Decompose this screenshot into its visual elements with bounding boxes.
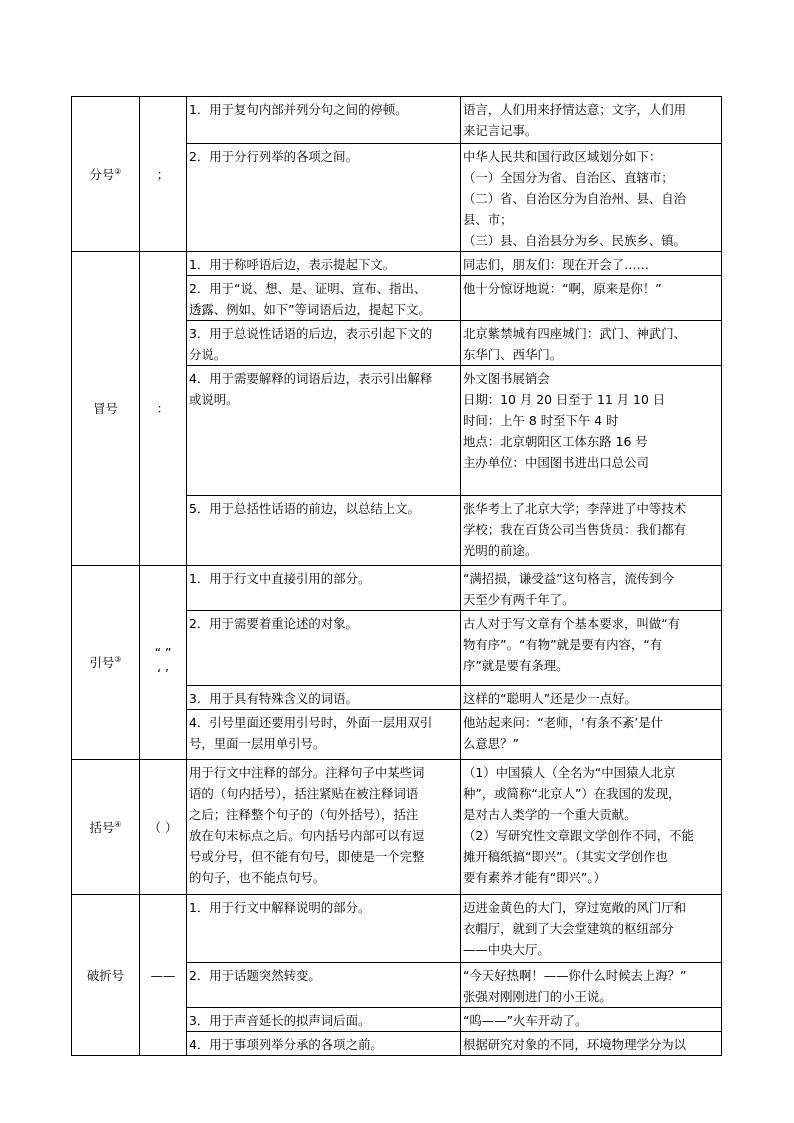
usage-text: 2．用于分行列举的各项之间。 [189, 149, 358, 164]
usage-text: 2．用于“说、想、是、证明、宣布、指出、 [189, 281, 427, 296]
punctuation-symbol: ： [156, 401, 170, 416]
footnote-marker: ② [114, 166, 122, 176]
usage-cell [187, 686, 461, 710]
usage-text: 3．用于具有特殊含义的词语。 [189, 691, 358, 706]
usage-text: 1．用于称呼语后边，表示提起下文。 [189, 257, 396, 272]
example-text: “今天好热啊！——你什么时候去上海？” [463, 968, 687, 983]
punctuation-name-cell [72, 252, 140, 566]
example-text: 东华门、西华门。 [463, 347, 563, 362]
usage-cell [187, 144, 461, 252]
usage-text: 4．用于需要解释的词语后边，表示引出解释 [189, 371, 433, 386]
example-cell [461, 1032, 722, 1056]
usage-text: 号，里面一层用单引号。 [189, 736, 326, 751]
example-text: 北京紫禁城有四座城门：武门、神武门、 [463, 326, 687, 341]
example-text: （三）县、自治县分为乡、民族乡、镇。 [463, 233, 687, 248]
example-text: 来记言记事。 [463, 123, 538, 138]
example-text: 种”，或简称“北京人”）在我国的发现， [463, 786, 681, 801]
usage-cell [187, 611, 461, 686]
example-text: 是对古人类学的一个重大贡献。 [463, 807, 637, 822]
example-text: 这样的“聪明人”还是少一点好。 [463, 691, 637, 706]
example-cell [461, 496, 722, 566]
usage-text: 3．用于总说性话语的后边，表示引起下文的 [189, 326, 433, 341]
example-text: 县、市； [463, 212, 513, 227]
usage-cell [187, 760, 461, 895]
usage-text: 1．用于复句内部并列分句之间的停顿。 [189, 102, 408, 117]
usage-cell [187, 496, 461, 566]
punctuation-name: 冒号 [93, 401, 118, 416]
punctuation-symbol-cell [140, 760, 187, 895]
example-text: 学校；我在百货公司当售货员：我们都有 [463, 522, 687, 537]
table-row [72, 566, 722, 611]
punctuation-table [71, 96, 722, 1056]
example-text: 语言，人们用来抒情达意；文字，人们用 [463, 102, 687, 117]
punctuation-symbol: “ ” [154, 644, 172, 660]
punctuation-name-cell [72, 97, 140, 252]
usage-cell [187, 1032, 461, 1056]
example-text: 张华考上了北京大学；李萍进了中等技术 [463, 501, 687, 516]
example-text: “满招损，谦受益”这句格言，流传到今 [463, 571, 675, 586]
usage-text: 2．用于话题突然转变。 [189, 968, 321, 983]
table-row [72, 760, 722, 895]
example-cell [461, 611, 722, 686]
example-cell [461, 97, 722, 144]
example-text: 他十分惊讶地说：“啊，原来是你！” [463, 281, 662, 296]
example-text: （1）中国猿人（全名为“中国猿人北京 [463, 765, 676, 780]
punctuation-symbol: —— [150, 967, 176, 983]
example-text: 古人对于写文章有个基本要求，叫做“有 [463, 616, 681, 631]
usage-text: 或说明。 [189, 392, 239, 407]
example-text: 迈进金黄色的大门，穿过宽敞的风门厅和 [463, 900, 687, 915]
usage-text: 4．用于事项列举分承的各项之前。 [189, 1037, 383, 1052]
punctuation-name: 破折号 [86, 967, 125, 983]
punctuation-symbol-cell [140, 97, 187, 252]
usage-text: 2．用于需要着重论述的对象。 [189, 616, 358, 631]
usage-text: 分说。 [189, 347, 227, 362]
usage-cell [187, 566, 461, 611]
example-text: 他站起来问：“老师，‘有条不紊’是什 [463, 715, 664, 730]
footnote-marker: ③ [114, 654, 122, 664]
punctuation-symbol: ； [156, 166, 170, 182]
punctuation-symbol-cell [140, 895, 187, 1056]
punctuation-name-cell [72, 760, 140, 895]
example-text: “呜——”火车开动了。 [463, 1013, 588, 1028]
usage-cell [187, 963, 461, 1008]
table-row [72, 252, 722, 276]
punctuation-name-cell [72, 895, 140, 1056]
usage-text: 放在句末标点之后。句内括号内部可以有逗 [189, 828, 425, 843]
example-text: 光明的前途。 [463, 543, 538, 558]
example-text: （2）写研究性文章跟文学创作不同，不能 [463, 828, 694, 843]
example-text: 日期：10 月 20 日至于 11 月 10 日 [463, 392, 666, 407]
usage-text: 5．用于总括性话语的前边，以总结上文。 [189, 501, 420, 516]
example-text: 序”就是要有条理。 [463, 658, 569, 673]
usage-cell [187, 97, 461, 144]
example-text: 时间：上午 8 时至下午 4 时 [463, 413, 619, 428]
footnote-marker: ④ [114, 819, 122, 829]
punctuation-name: 括号 [89, 819, 115, 835]
usage-text: 3．用于声音延长的拟声词后面。 [189, 1013, 371, 1028]
example-text: 天至少有两千年了。 [463, 592, 575, 607]
example-cell [461, 276, 722, 321]
punctuation-symbol-cell [140, 252, 187, 566]
example-cell [461, 710, 722, 760]
usage-text: 语的（句内括号），括注紧贴在被注释词语 [189, 786, 419, 801]
usage-cell [187, 366, 461, 496]
example-cell [461, 366, 722, 496]
example-text: 地点：北京朝阳区工体东路 16 号 [463, 434, 648, 449]
usage-cell [187, 895, 461, 963]
table-row [72, 97, 722, 144]
example-cell [461, 1008, 722, 1032]
example-text: 主办单位：中国图书进出口总公司 [463, 455, 649, 470]
example-text: 摊开稿纸搞“即兴”。（其实文学创作也 [463, 849, 668, 864]
usage-text: 4．引号里面还要用引号时，外面一层用双引 [189, 715, 433, 730]
usage-text: 号或分号，但不能有句号，即使是一个完整 [189, 849, 425, 864]
usage-cell [187, 252, 461, 276]
example-cell [461, 963, 722, 1008]
punctuation-symbol: ‘ ’ [157, 665, 169, 681]
punctuation-name-cell [72, 566, 140, 760]
example-cell [461, 566, 722, 611]
usage-cell [187, 1008, 461, 1032]
usage-text: 的句子，也不能点句号。 [189, 870, 326, 885]
punctuation-name: 引号 [89, 655, 115, 670]
table-row [72, 895, 722, 963]
example-cell [461, 252, 722, 276]
example-text: 物有序”。“有物”就是要有内容，“有 [463, 637, 663, 652]
example-cell [461, 321, 722, 366]
punctuation-symbol-cell [140, 566, 187, 760]
example-text: 衣帽厅，就到了大会堂建筑的枢纽部分 [463, 921, 674, 936]
example-cell [461, 760, 722, 895]
usage-cell [187, 276, 461, 321]
example-text: 外文图书展销会 [463, 371, 550, 386]
example-text: 同志们，朋友们：现在开会了…… [463, 257, 649, 272]
example-text: 张强对刚刚进门的小王说。 [463, 989, 612, 1004]
example-text: 要有素养才能有“即兴”。） [463, 870, 606, 885]
example-cell [461, 686, 722, 710]
example-text: （二）省、自治区分为自治州、县、自治 [463, 191, 687, 206]
punctuation-name: 分号 [89, 166, 115, 182]
example-text: （一）全国分为省、自治区、直辖市； [463, 170, 674, 185]
punctuation-symbol: （ ） [148, 819, 178, 835]
usage-text: 透露、例如、如下”等词语后边，提起下文。 [189, 302, 431, 317]
example-cell [461, 144, 722, 252]
usage-text: 用于行文中注释的部分。注释句子中某些词 [189, 765, 425, 780]
usage-text: 1．用于行文中解释说明的部分。 [189, 900, 371, 915]
usage-text: 1．用于行文中直接引用的部分。 [189, 571, 371, 586]
example-text: 中华人民共和国行政区域划分如下： [463, 149, 662, 164]
example-cell [461, 895, 722, 963]
example-text: 根据研究对象的不同，环境物理学分为以 [463, 1037, 687, 1052]
usage-cell [187, 710, 461, 760]
example-text: ——中央大厅。 [463, 942, 550, 957]
example-text: 么意思？” [463, 736, 519, 751]
usage-cell [187, 321, 461, 366]
usage-text: 之后；注释整个句子的（句外括号），括注 [189, 807, 419, 822]
